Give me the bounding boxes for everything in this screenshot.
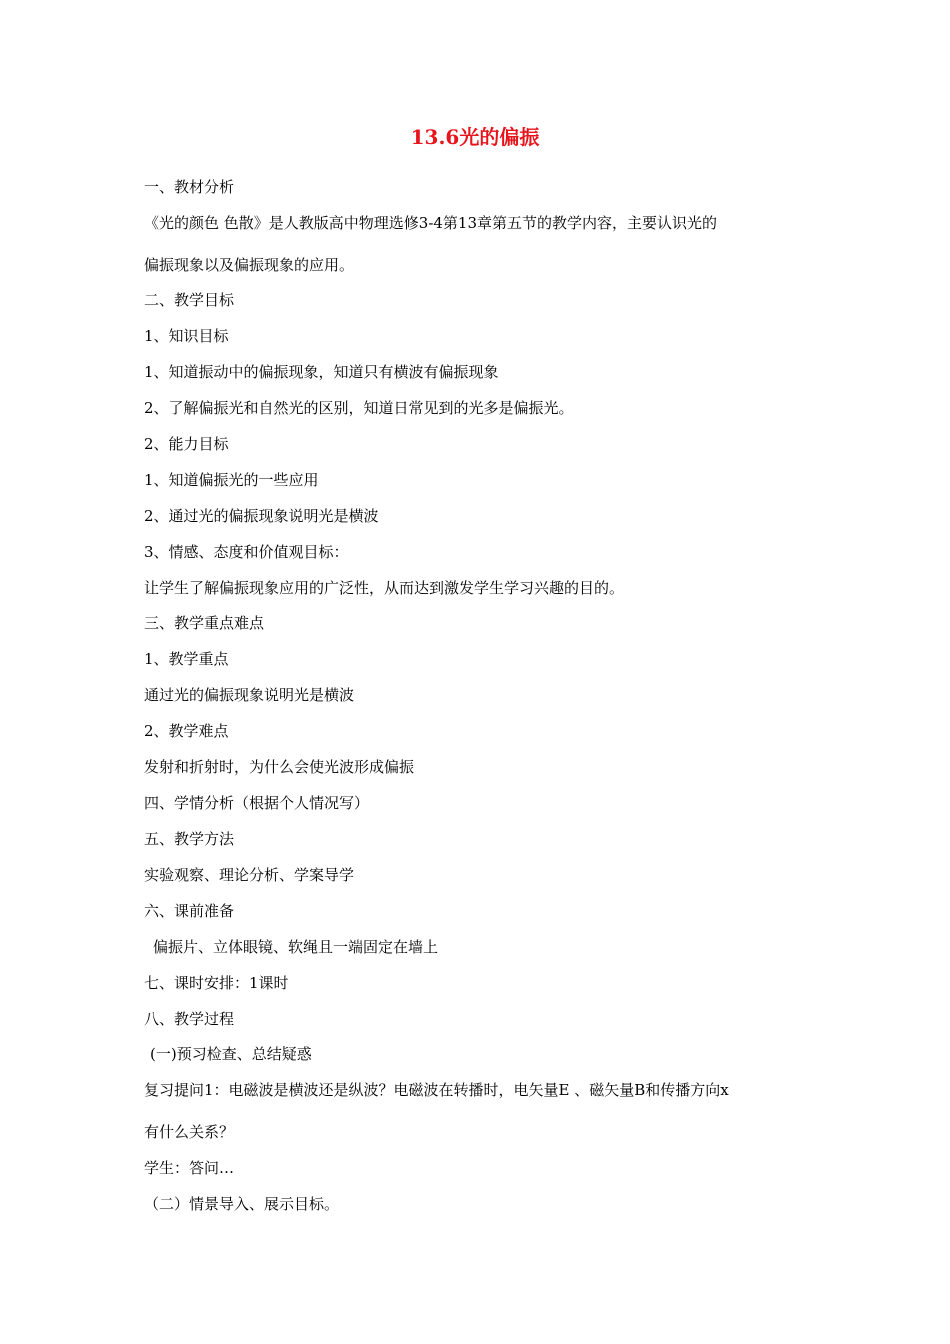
section-heading-key-points: 三、教学重点难点: [144, 614, 265, 632]
subsection-heading: 2、教学难点: [144, 722, 229, 740]
paragraph-line: 《光的颜色 色散》是人教版高中物理选修3-4第13章第五节的教学内容，主要认识光的: [144, 214, 718, 232]
section-heading-schedule: 七、课时安排：1课时: [144, 974, 289, 992]
paragraph-line: 学生：答问…: [144, 1159, 235, 1177]
paragraph-line: 让学生了解偏振现象应用的广泛性，从而达到激发学生学习兴趣的目的。: [144, 579, 625, 597]
section-heading-teaching-goals: 二、教学目标: [144, 291, 235, 309]
subsection-heading: 3、情感、态度和价值观目标：: [144, 543, 349, 561]
section-heading-teaching-methods: 五、教学方法: [144, 830, 235, 848]
document-title: 13.6光的偏振: [410, 125, 540, 149]
subsection-heading: (一)预习检查、总结疑惑: [150, 1045, 312, 1063]
paragraph-line: 有什么关系？: [144, 1123, 235, 1141]
section-heading-learner-analysis: 四、学情分析（根据个人情况写）: [144, 794, 370, 812]
section-heading-textbook-analysis: 一、教材分析: [144, 178, 235, 196]
subsection-heading: （二）情景导入、展示目标。: [144, 1195, 340, 1213]
paragraph-line: 复习提问1：电磁波是横波还是纵波？电磁波在转播时，电矢量E 、磁矢量B和传播方向x: [144, 1081, 729, 1099]
paragraph-line: 发射和折射时，为什么会使光波形成偏振: [144, 758, 415, 776]
subsection-heading: 1、知识目标: [144, 327, 229, 345]
subsection-heading: 1、教学重点: [144, 650, 229, 668]
paragraph-line: 通过光的偏振现象说明光是横波: [144, 686, 355, 704]
list-item: 2、了解偏振光和自然光的区别，知道日常见到的光多是偏振光。: [144, 399, 574, 417]
subsection-heading: 2、能力目标: [144, 435, 229, 453]
list-item: 1、知道偏振光的一些应用: [144, 471, 319, 489]
paragraph-line: 偏振现象以及偏振现象的应用。: [144, 256, 355, 274]
list-item: 1、知道振动中的偏振现象，知道只有横波有偏振现象: [144, 363, 499, 381]
paragraph-line: 偏振片、立体眼镜、软绳且一端固定在墙上: [153, 938, 439, 956]
paragraph-line: 实验观察、理论分析、学案导学: [144, 866, 355, 884]
section-heading-preparation: 六、课前准备: [144, 902, 235, 920]
section-heading-teaching-process: 八、教学过程: [144, 1010, 235, 1028]
list-item: 2、通过光的偏振现象说明光是横波: [144, 507, 379, 525]
